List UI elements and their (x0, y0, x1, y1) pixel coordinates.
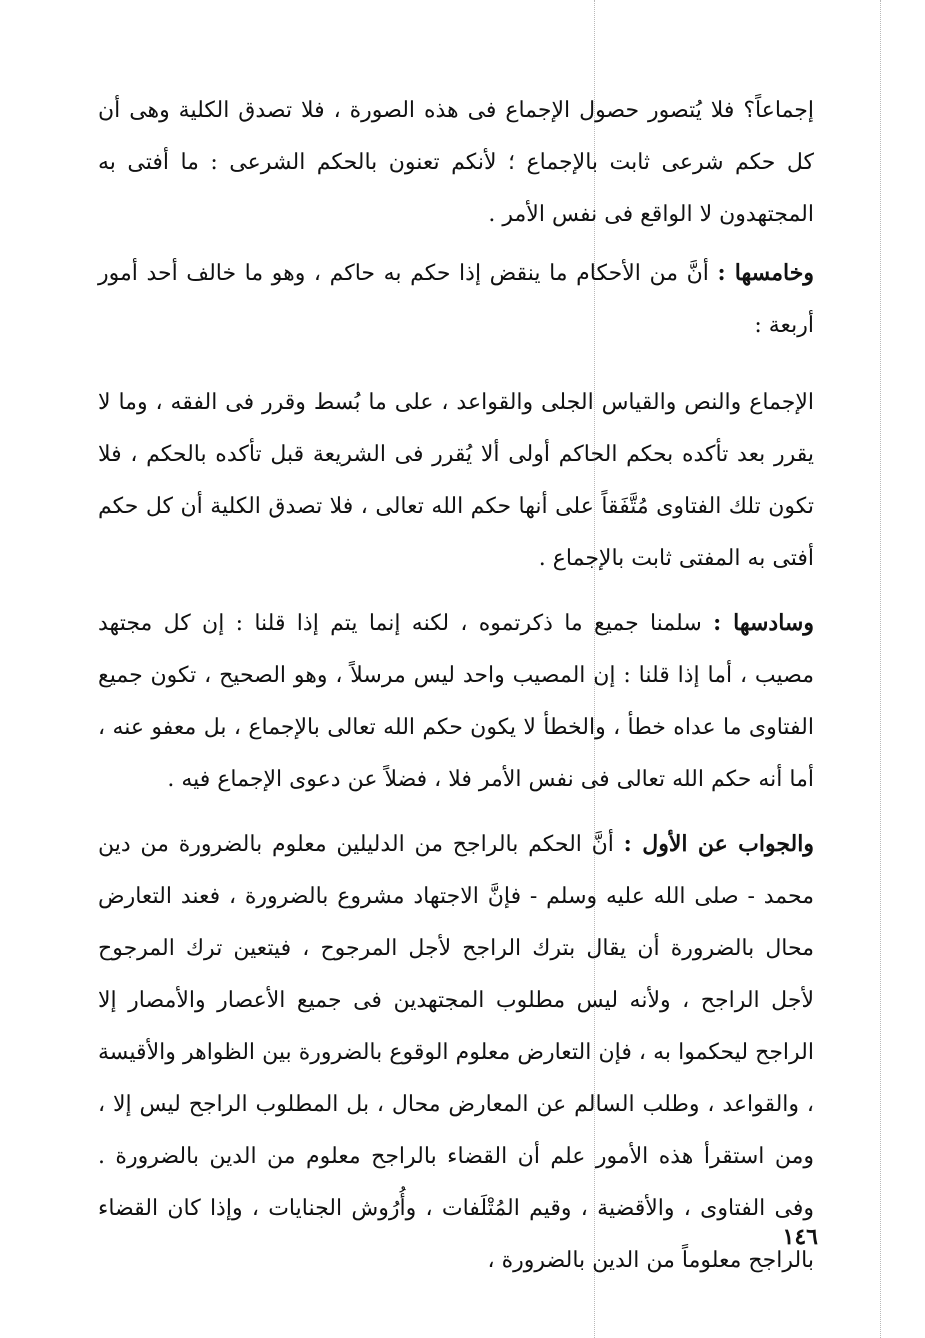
paragraph-text: أنَّ الحكم بالراجح من الدليلين معلوم بالضرورة من دين محمد - صلى الله عليه وسلم - فإنَّ الاجتهاد مشروع بالضرورة ، فعند التعارض محال بالضرورة أن يقال بترك الراجح لأجل المرجوح ، فيتعين ترك المرجوح لأجل الراجح ، ولأنه ليس مطلوب المجتهدين فى جميع الأعصار والأمصار إلا الراجح ليحكموا به ، فإن التعارض معلوم الوقوع بالضرورة بين الظواهر والأقيسة ، والقواعد ، وطلب السالم عن المعارض محال ، بل المطلوب الراجح ليس إلا ، ومن استقرأ هذه الأمور علم أن القضاء بالراجح معلوم من الدين بالضرورة . وفى الفتاوى ، والأقضية ، وقيم المُتْلَفات ، وأُرُوش الجنايات ، وإذا كان القضاء بالراجح معلوماً من الدين بالضرورة ، (98, 832, 814, 1273)
paragraph (98, 376, 814, 585)
paragraph-text: إجماعاً؟ فلا يُتصور حصول الإجماع فى هذه الصورة ، فلا تصدق الكلية وهى أن كل حكم شرعى ثابت بالإجماع ؛ لأنكم تعنون بالحكم الشرعى : ما أفتى به المجتهدون لا الواقع فى نفس الأمر . (98, 98, 814, 227)
paragraph (98, 818, 814, 1287)
paragraph-text: الإجماع والنص والقياس الجلى والقواعد ، على ما بُسط وقرر فى الفقه ، وما لا يقرر بعد تأكده بحكم الحاكم أولى ألا يُقرر فى الشريعة قبل تأكده بالحكم ، فلا تكون تلك الفتاوى مُتَّفَقاً على أنها حكم الله تعالى ، فلا تصدق الكلية أن كل حكم أفتى به المفتى ثابت بالإجماع . (98, 390, 814, 571)
paragraph (98, 247, 814, 352)
paragraph-lead: والجواب عن الأول : (623, 831, 814, 857)
scan-edge-line (880, 0, 881, 1338)
paragraph-text: أنَّ من الأحكام ما ينقض إذا حكم به حاكم ، وهو ما خالف أحد أمور أربعة : (98, 261, 814, 338)
body-text (98, 84, 814, 1305)
paragraph-lead: وسادسها : (713, 610, 814, 636)
paragraph (98, 597, 814, 806)
paragraph-text: سلمنا جميع ما ذكرتموه ، لكنه إنما يتم إذا قلنا : إن كل مجتهد مصيب ، أما إذا قلنا : إن المصيب واحد ليس مرسلاً ، وهو الصحيح ، تكون جميع الفتاوى ما عداه خطأ ، والخطأ لا يكون حكم الله تعالى بالإجماع ، بل معفو عنه ، أما أنه حكم الله تعالى فى نفس الأمر فلا ، فضلاً عن دعوى الإجماع فيه . (98, 611, 814, 792)
paragraph (98, 84, 814, 241)
paragraph-lead: وخامسها : (717, 260, 814, 286)
page-number: ١٤٦ (782, 1224, 818, 1250)
